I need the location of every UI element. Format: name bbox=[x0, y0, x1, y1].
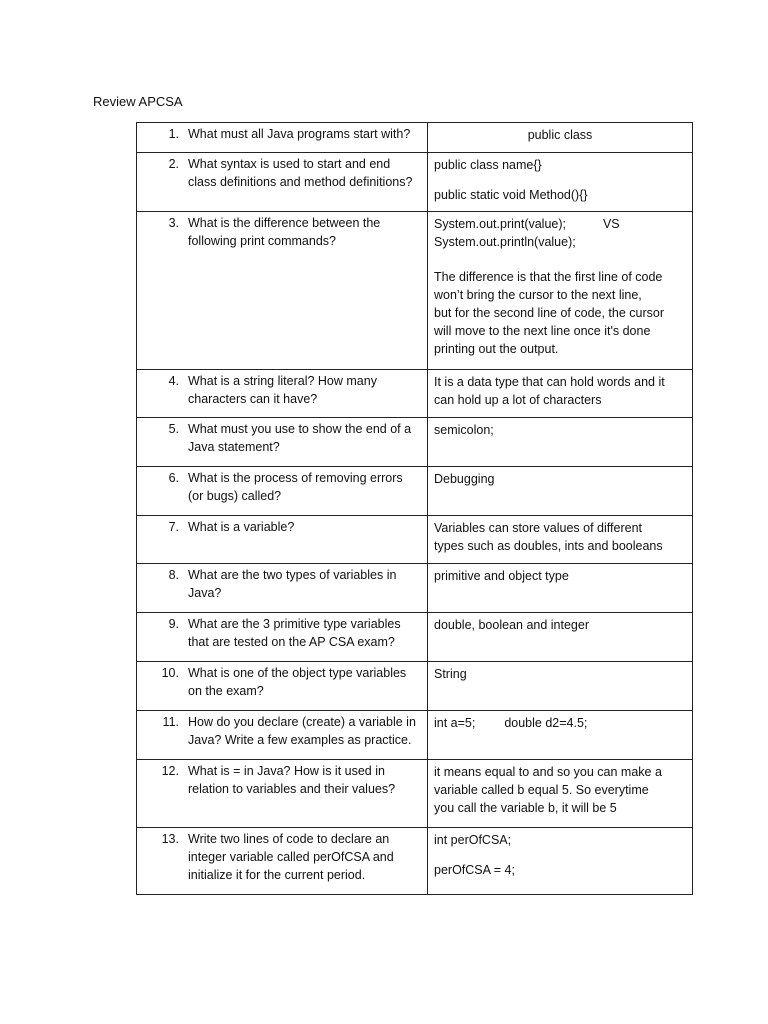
review-table bbox=[136, 122, 693, 895]
question-number: 12. bbox=[161, 764, 179, 778]
question-text: relation to variables and their values? bbox=[188, 782, 396, 796]
answer-cell bbox=[428, 564, 693, 613]
answer-text: The difference is that the first line of code bbox=[434, 270, 663, 284]
question-cell bbox=[137, 212, 428, 370]
answer-text: won’t bring the cursor to the next line, bbox=[434, 288, 642, 302]
answer-text: can hold up a lot of characters bbox=[434, 393, 602, 407]
table-row bbox=[137, 613, 693, 662]
question-text: (or bugs) called? bbox=[188, 489, 282, 503]
question-text: What are the 3 primitive type variables bbox=[188, 617, 401, 631]
answer-text: It is a data type that can hold words and it bbox=[434, 375, 665, 389]
question-cell bbox=[137, 153, 428, 212]
answer-cell bbox=[428, 123, 693, 153]
answer-cell bbox=[428, 418, 693, 467]
table-row bbox=[137, 467, 693, 516]
answer-text: semicolon; bbox=[434, 423, 494, 437]
question-cell bbox=[137, 123, 428, 153]
question-text: following print commands? bbox=[188, 234, 336, 248]
question-text: What must you use to show the end of a bbox=[188, 422, 412, 436]
question-number: 2. bbox=[168, 157, 179, 171]
question-text: Java? bbox=[188, 586, 222, 600]
question-number: 5. bbox=[168, 422, 179, 436]
question-cell bbox=[137, 828, 428, 895]
question-text: What is a variable? bbox=[188, 520, 295, 534]
question-text: What are the two types of variables in bbox=[188, 568, 397, 582]
answer-cell bbox=[428, 662, 693, 711]
question-cell bbox=[137, 467, 428, 516]
question-number: 3. bbox=[168, 216, 179, 230]
question-number: 6. bbox=[168, 471, 179, 485]
answer-text: double, boolean and integer bbox=[434, 618, 589, 632]
question-text: What is the difference between the bbox=[188, 216, 381, 230]
question-text: Java? Write a few examples as practice. bbox=[188, 733, 412, 747]
answer-text: Variables can store values of different bbox=[434, 521, 642, 535]
answer-cell bbox=[428, 613, 693, 662]
table-row bbox=[137, 760, 693, 828]
question-cell bbox=[137, 760, 428, 828]
answer-text: public static void Method(){} bbox=[434, 188, 588, 202]
question-number: 9. bbox=[168, 617, 179, 631]
answer-text: types such as doubles, ints and booleans bbox=[434, 539, 663, 553]
answer-text: public class name{} bbox=[434, 158, 542, 172]
answer-text: VS bbox=[602, 217, 620, 231]
answer-text: but for the second line of code, the cursor bbox=[434, 306, 664, 320]
answer-text: you call the variable b, it will be 5 bbox=[434, 801, 617, 815]
question-text: What syntax is used to start and end bbox=[188, 157, 391, 171]
answer-text: double d2=4.5; bbox=[504, 716, 588, 730]
question-text: What is the process of removing errors bbox=[188, 471, 403, 485]
answer-text: Debugging bbox=[434, 472, 495, 486]
answer-text: it means equal to and so you can make a bbox=[434, 765, 662, 779]
table-row bbox=[137, 828, 693, 895]
answer-cell bbox=[428, 212, 693, 370]
answer-text: System.out.println(value); bbox=[434, 235, 576, 249]
table-row bbox=[137, 212, 693, 370]
table-row bbox=[137, 370, 693, 418]
question-text: initialize it for the current period. bbox=[188, 868, 366, 882]
question-text: How do you declare (create) a variable in bbox=[188, 715, 416, 729]
question-cell bbox=[137, 564, 428, 613]
question-text: What is a string literal? How many bbox=[188, 374, 377, 388]
question-cell bbox=[137, 370, 428, 418]
answer-cell bbox=[428, 760, 693, 828]
answer-text: primitive and object type bbox=[434, 569, 569, 583]
question-cell bbox=[137, 711, 428, 760]
table-row bbox=[137, 516, 693, 564]
answer-text: printing out the output. bbox=[434, 342, 559, 356]
answer-cell bbox=[428, 828, 693, 895]
question-cell bbox=[137, 613, 428, 662]
question-number: 4. bbox=[168, 374, 179, 388]
answer-text: int a=5; bbox=[434, 716, 476, 730]
table-row bbox=[137, 711, 693, 760]
table-row bbox=[137, 564, 693, 613]
question-text: that are tested on the AP CSA exam? bbox=[188, 635, 395, 649]
answer-text: System.out.print(value); bbox=[434, 217, 566, 231]
document-title: Review APCSA bbox=[93, 94, 183, 109]
table-row bbox=[137, 662, 693, 711]
answer-text: int perOfCSA; bbox=[434, 833, 512, 847]
question-number: 11. bbox=[162, 715, 179, 729]
question-text: What must all Java programs start with? bbox=[188, 127, 411, 141]
question-cell bbox=[137, 662, 428, 711]
answer-text: public class bbox=[527, 128, 593, 142]
question-number: 10. bbox=[161, 666, 179, 680]
answer-cell bbox=[428, 370, 693, 418]
table-row bbox=[137, 123, 693, 153]
question-number: 1. bbox=[168, 127, 179, 141]
question-text: Java statement? bbox=[188, 440, 280, 454]
question-text: What is = in Java? How is it used in bbox=[188, 764, 385, 778]
answer-cell bbox=[428, 516, 693, 564]
answer-text: variable called b equal 5. So everytime bbox=[434, 783, 649, 797]
question-text: Write two lines of code to declare an bbox=[188, 832, 390, 846]
question-text: What is one of the object type variables bbox=[188, 666, 407, 680]
answer-cell bbox=[428, 153, 693, 212]
question-cell bbox=[137, 516, 428, 564]
table-row bbox=[137, 418, 693, 467]
question-cell bbox=[137, 418, 428, 467]
question-text: integer variable called perOfCSA and bbox=[188, 850, 394, 864]
answer-cell bbox=[428, 467, 693, 516]
question-number: 8. bbox=[168, 568, 179, 582]
answer-text: String bbox=[434, 667, 467, 681]
answer-cell bbox=[428, 711, 693, 760]
question-number: 13. bbox=[161, 832, 179, 846]
answer-text: will move to the next line once it's done bbox=[434, 324, 651, 338]
question-text: characters can it have? bbox=[188, 392, 318, 406]
question-number: 7. bbox=[168, 520, 179, 534]
answer-text: perOfCSA = 4; bbox=[434, 863, 515, 877]
question-text: on the exam? bbox=[188, 684, 264, 698]
question-text: class definitions and method definitions? bbox=[188, 175, 413, 189]
table-row bbox=[137, 153, 693, 212]
